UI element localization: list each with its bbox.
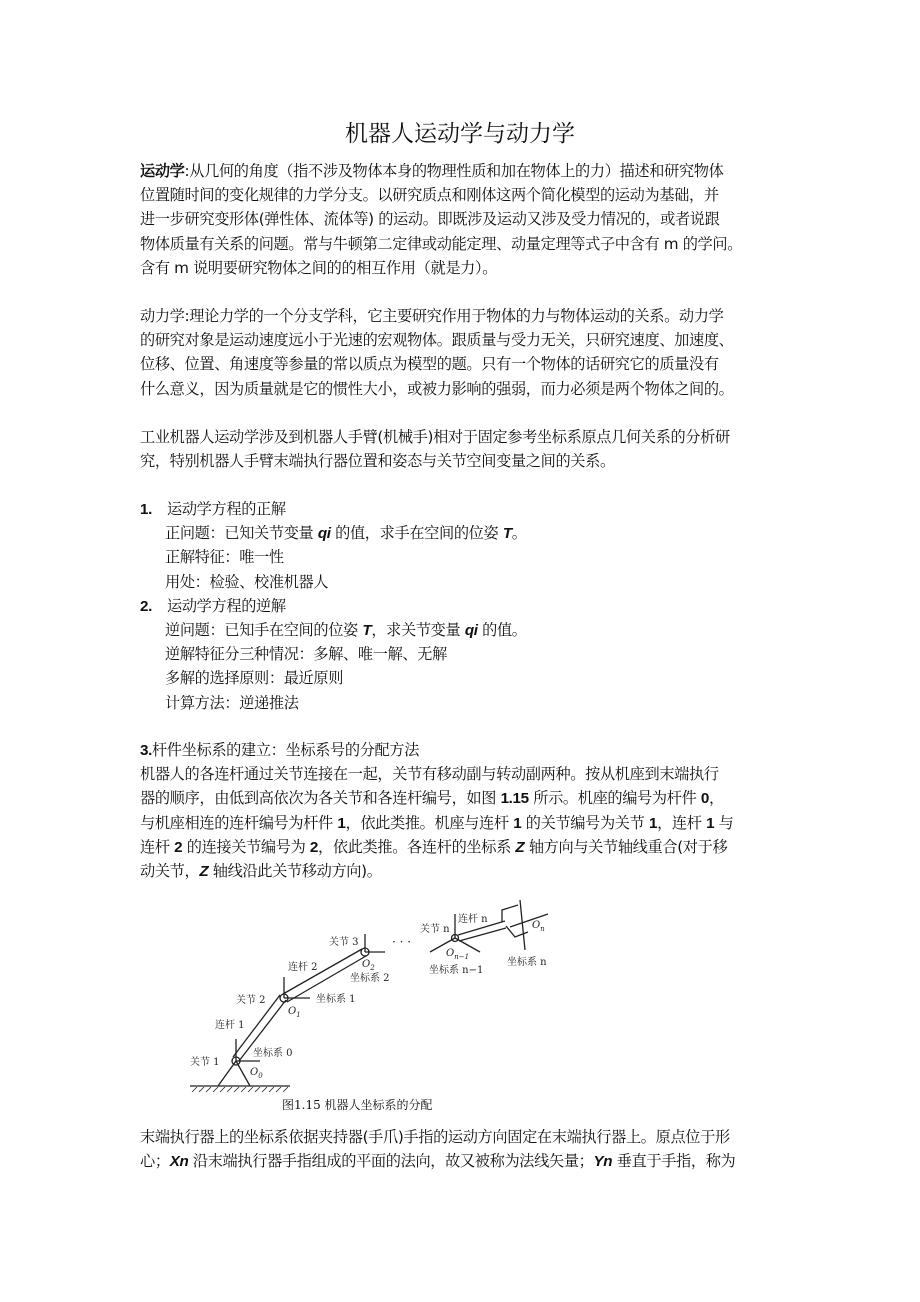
number: 2 [309,838,319,856]
o-subscript: n−1 [454,953,470,961]
label-joint-1: 关节 1 [190,1057,220,1068]
section-3-heading [140,738,800,762]
paragraph-line: 末端执行器上的坐标系依据夹持器(手爪)手指的运动方向固定在末端执行器上。原点位于形 [140,1128,730,1146]
label-frame-n1: 坐标系 n−1 [429,965,484,976]
section-number: 3. [140,742,152,759]
o-letter: O [532,920,541,931]
gripper-upper [502,905,518,922]
industrial-paragraph [140,425,800,473]
number: 1 [513,814,522,832]
label-frame-2: 坐标系 2 [350,973,390,984]
o-letter: O [288,1006,297,1017]
list-line: 正解特征：唯一性 [165,548,284,567]
label-on1 [446,948,469,961]
text: 连杆 [140,837,175,856]
text: 轴方向与关节轴线重合(对于移 [524,837,728,856]
text: 与机座相连的连杆编号为杆件 [140,813,338,832]
number: 0 [700,790,710,808]
text: 心； [140,1152,170,1171]
ellipsis-dots: · · · [392,935,412,949]
caption-number: 1.15 [294,1098,321,1112]
label-joint-2: 关节 2 [236,995,266,1006]
o-letter: O [446,948,455,959]
text: 的值。 [477,620,527,639]
number: 1 [706,814,715,832]
label-link-n: 连杆 n [458,914,488,925]
paragraph-line: 位移、位置、角速度等参量的常以质点为模型的题。只有一个物体的话研究它的质量没有 [140,355,719,374]
gripper-lower [506,926,528,937]
list-line [140,618,800,642]
section-3 [140,738,800,883]
link-n-edge [459,928,506,941]
list-line: 用处：检验、校准机器人 [165,572,329,591]
variable-qi: qi [317,525,331,543]
text: 与 [714,813,734,832]
text: ，连杆 [657,813,707,832]
list-item-2-heading [140,594,800,618]
label-frame-0: 坐标系 0 [253,1048,293,1059]
caption-prefix: 图 [282,1098,295,1112]
label-joint-3: 关节 3 [329,937,359,948]
document-title: 机器人运动学与动力学 [345,121,575,147]
text: 动关节， [140,861,200,880]
o-subscript: 2 [370,964,375,972]
label-link-1: 连杆 1 [215,1020,245,1031]
text: 的连接关节编号为 [182,837,310,856]
end-effector-paragraph [140,1125,800,1173]
paragraph-line [140,835,800,859]
text: ， [709,789,724,808]
axis-z: Z [515,838,525,856]
text: 的关节编号为关节 [521,813,649,832]
o-subscript: n [540,925,545,933]
paragraph-line: 进一步研究变形体(弹性体、流体等) 的运动。即既涉及运动又涉及受力情况的，或者说跟 [140,210,720,229]
o-subscript: 0 [258,1072,263,1080]
label-o0 [250,1067,263,1080]
text: ，依此类推。机座与连杆 [345,813,514,832]
variable-t: T [362,621,372,639]
paragraph-line: 工业机器人运动学涉及到机器人手臂(机械手)相对于固定参考坐标系原点几何关系的分析研 [140,428,730,446]
paragraph-line: 动力学:理论力学的一个分支学科，它主要研究作用于物体的力与物体运动的关系。动力学 [140,307,724,325]
text: ，依此类推。各连杆的坐标系 [318,837,516,856]
text: 轴线沿此关节移动方向)。 [208,861,382,880]
text: 。 [511,524,527,543]
list-item-1-heading [140,497,800,521]
paragraph-line: 含有 m 说明要研究物体之间的的相互作用（就是力）。 [140,258,498,277]
list-line: 逆解特征分三种情况：多解、唯一解、无解 [165,645,447,664]
text: 沿末端执行器手指组成的平面的法向，故又被称为法线矢量； [188,1152,594,1171]
text: 正问题：已知关节变量 [165,524,318,543]
kinematics-paragraph [140,159,800,280]
text: 逆问题：已知手在空间的位姿 [165,620,363,639]
y-axis-n1 [455,938,480,952]
paragraph-line [140,859,800,883]
term-kinematics: 运动学 [140,162,185,180]
paragraph-line [140,786,800,810]
label-frame-n: 坐标系 n [507,957,547,968]
o-subscript: 1 [296,1011,301,1019]
label-o2 [362,959,375,972]
paragraph-line: 的研究对象是运动速度远小于光速的宏观物体。跟质量与受力无关，只研究速度、加速度、 [140,331,734,350]
robot-frame-figure [180,892,580,1097]
figure-ref: 1.15 [500,790,529,808]
caption-text: 机器人坐标系的分配 [320,1098,433,1112]
list-line: 多解的选择原则：最近原则 [165,669,344,688]
variable-qi: qi [464,621,478,639]
o-letter: O [362,959,371,970]
paragraph-line: 机器人的各连杆通过关节连接在一起，关节有移动副与转动副两种。按从机座到末端执行 [140,765,719,784]
dynamics-paragraph [140,304,800,401]
axis-xn: Xn [169,1153,189,1171]
label-frame-1: 坐标系 1 [316,994,356,1005]
label-o1 [288,1006,301,1019]
label-joint-n: 关节 n [420,924,450,935]
number: 1 [337,814,346,832]
text: 器的顺序，由低到高依次为各关节和各连杆编号，如图 [140,789,501,808]
number: 1 [648,814,658,832]
section-heading-text: 杆件坐标系的建立：坐标系号的分配方法 [151,741,420,759]
label-link-2: 连杆 2 [288,962,318,973]
paragraph-line: 究，特别机器人手臂末端执行器位置和姿态与关节空间变量之间的关系。 [140,452,615,471]
label-on [532,920,545,933]
paragraph-line: 物体质量有关系的问题。常与牛顿第二定律或动能定理、动量定理等式子中含有 m 的学问。 [140,234,743,253]
figure-caption [282,1096,433,1114]
text: 的值，求手在空间的位姿 [330,524,503,543]
paragraph-line [140,159,800,183]
axis-yn: Yn [593,1153,613,1171]
list-heading: 运动学方程的正解 [167,500,286,518]
list-number: 1. [140,501,152,518]
line-text: :从几何的角度（指不涉及物体本身的物理性质和加在物体上的力）描述和研究物体 [184,162,724,180]
axis-z: Z [199,862,209,880]
paragraph-line: 什么意义，因为质量就是它的惯性大小，或被力影响的强弱，而力必须是两个物体之间的。 [140,379,734,398]
ground-hatch [192,1087,288,1092]
list-number: 2. [140,597,152,615]
list-line [140,521,800,545]
text: 垂直于手指，称为 [612,1152,736,1171]
paragraph-line [140,1149,800,1173]
list-line: 计算方法：逆递推法 [165,693,299,712]
solution-list [140,497,800,715]
paragraph-line: 位置随时间的变化规律的力学分支。以研究质点和刚体这两个简化模型的运动为基础，并 [140,186,719,205]
paragraph-line [140,811,800,835]
text: 所示。机座的编号为杆件 [528,789,701,808]
text: ，求关节变量 [371,620,465,639]
variable-t: T [502,525,512,543]
robot-arm-diagram [180,892,580,1097]
o-letter: O [250,1067,259,1078]
list-heading: 运动学方程的逆解 [167,596,286,615]
z-axis-n [520,900,525,950]
number: 2 [174,838,183,856]
